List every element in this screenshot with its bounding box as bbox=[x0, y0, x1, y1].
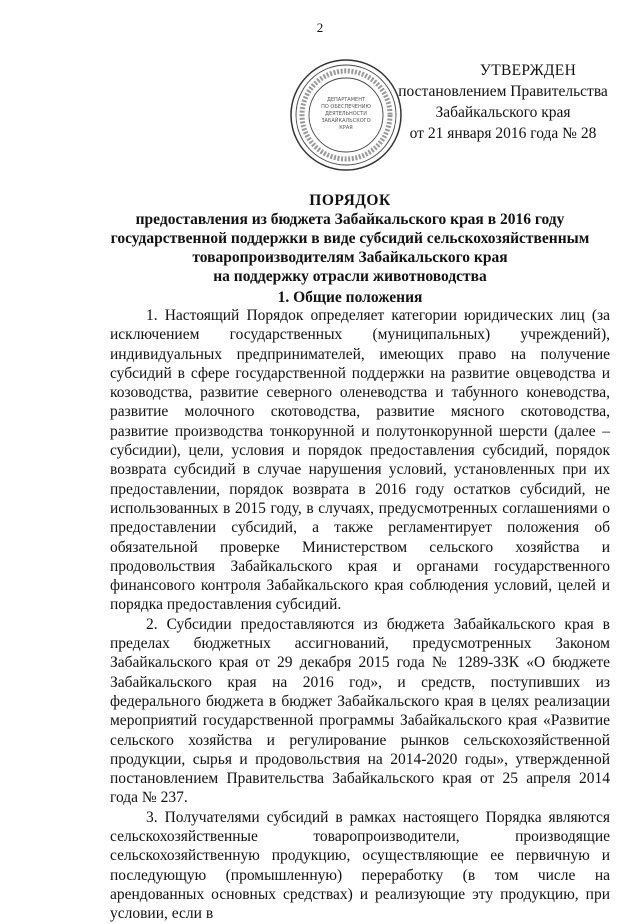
title-line-4: на поддержку отрасли животноводства bbox=[213, 268, 487, 285]
title-line-1: предоставления из бюджета Забайкальского края в 2016 году bbox=[135, 211, 565, 228]
document-title bbox=[90, 191, 610, 286]
svg-text:ЗАБАЙКАЛЬСКОГО: ЗАБАЙКАЛЬСКОГО bbox=[321, 118, 371, 124]
approved-label: УТВЕРЖДЕН bbox=[479, 62, 577, 79]
approval-resolution-line: постановлением Правительства bbox=[398, 83, 608, 100]
svg-text:ДЕЯТЕЛЬНОСТИ: ДЕЯТЕЛЬНОСТИ bbox=[325, 111, 367, 117]
approval-region-line: Забайкальского края bbox=[435, 104, 571, 121]
title-line-3: товаропроизводителям Забайкальского края bbox=[192, 249, 508, 266]
svg-text:ДЕПАРТАМЕНТ: ДЕПАРТАМЕНТ bbox=[326, 97, 366, 103]
svg-text:ПО ОБЕСПЕЧЕНИЮ: ПО ОБЕСПЕЧЕНИЮ bbox=[321, 104, 371, 110]
approval-date-line: от 21 января 2016 года № 28 bbox=[409, 125, 597, 142]
section-heading: 1. Общие положения bbox=[277, 289, 423, 306]
title-heading: ПОРЯДОК bbox=[309, 192, 391, 209]
title-line-2: государственной поддержки в виде субсидий сельскохозяйственным bbox=[110, 230, 590, 247]
page-number: 2 bbox=[316, 20, 324, 35]
paragraph-3: 3. Получателями субсидий в рамках настоящего Порядка являются сельскохозяйственные товаропроизводители, производящие сельскохозяйственную продукцию, осуществляющие ее первичную и последующую (промышленную) переработку (в том числе на арендованных основных средствах) и реализующие эту продукцию, при условии, если в bbox=[110, 808, 610, 923]
paragraph-1: 1. Настоящий Порядок определяет категории юридических лиц (за исключением государственных (муниципальных) учреждений), индивидуальных предпринимателей, имеющих право на получение субсидий в сфере государственной поддержки на развитие овцеводства и козоводства, развитие северного оленеводства и табунного коневодства, развитие молочного скотоводства, развитие мясного скотоводства, развитие производства тонкорунной и полутонкорунной шерсти (далее – субсидии), цели, условия и порядок предоставления субсидий, порядок возврата субсидий в случае нарушения условий, установленных при их предоставлении, порядок возврата в 2016 году остатков субсидий, не использованных в 2015 году, в случаях, предусмотренных соглашениями о предоставлении субсидий, а также регламентирует положения об обязательной проверке Министерством сельского хозяйства и продовольствия Забайкальского края и органами государственного финансового контроля Забайкальского края соблюдения условий, целей и порядка предоставления субсидий. bbox=[110, 307, 610, 614]
section-body bbox=[110, 306, 610, 924]
approval-block bbox=[388, 60, 618, 144]
paragraph-2: 2. Субсидии предоставляются из бюджета Забайкальского края в пределах бюджетных ассигнований, предусмотренных Законом Забайкальского края от 29 декабря 2015 года № 1289-ЗЗК «О бюджете Забайкальского края на 2016 год», и средств, поступивших из федерального бюджета в бюджет Забайкальского края в целях реализации мероприятий государственной программы Забайкальского края «Развитие сельского хозяйства и регулирование рынков сельскохозяйственной продукции, сырья и продовольствия на 2014-2020 годы», утвержденной постановлением Правительства Забайкальского края от 25 апреля 2014 года № 237. bbox=[110, 615, 610, 807]
svg-text:КРАЯ: КРАЯ bbox=[339, 125, 353, 131]
